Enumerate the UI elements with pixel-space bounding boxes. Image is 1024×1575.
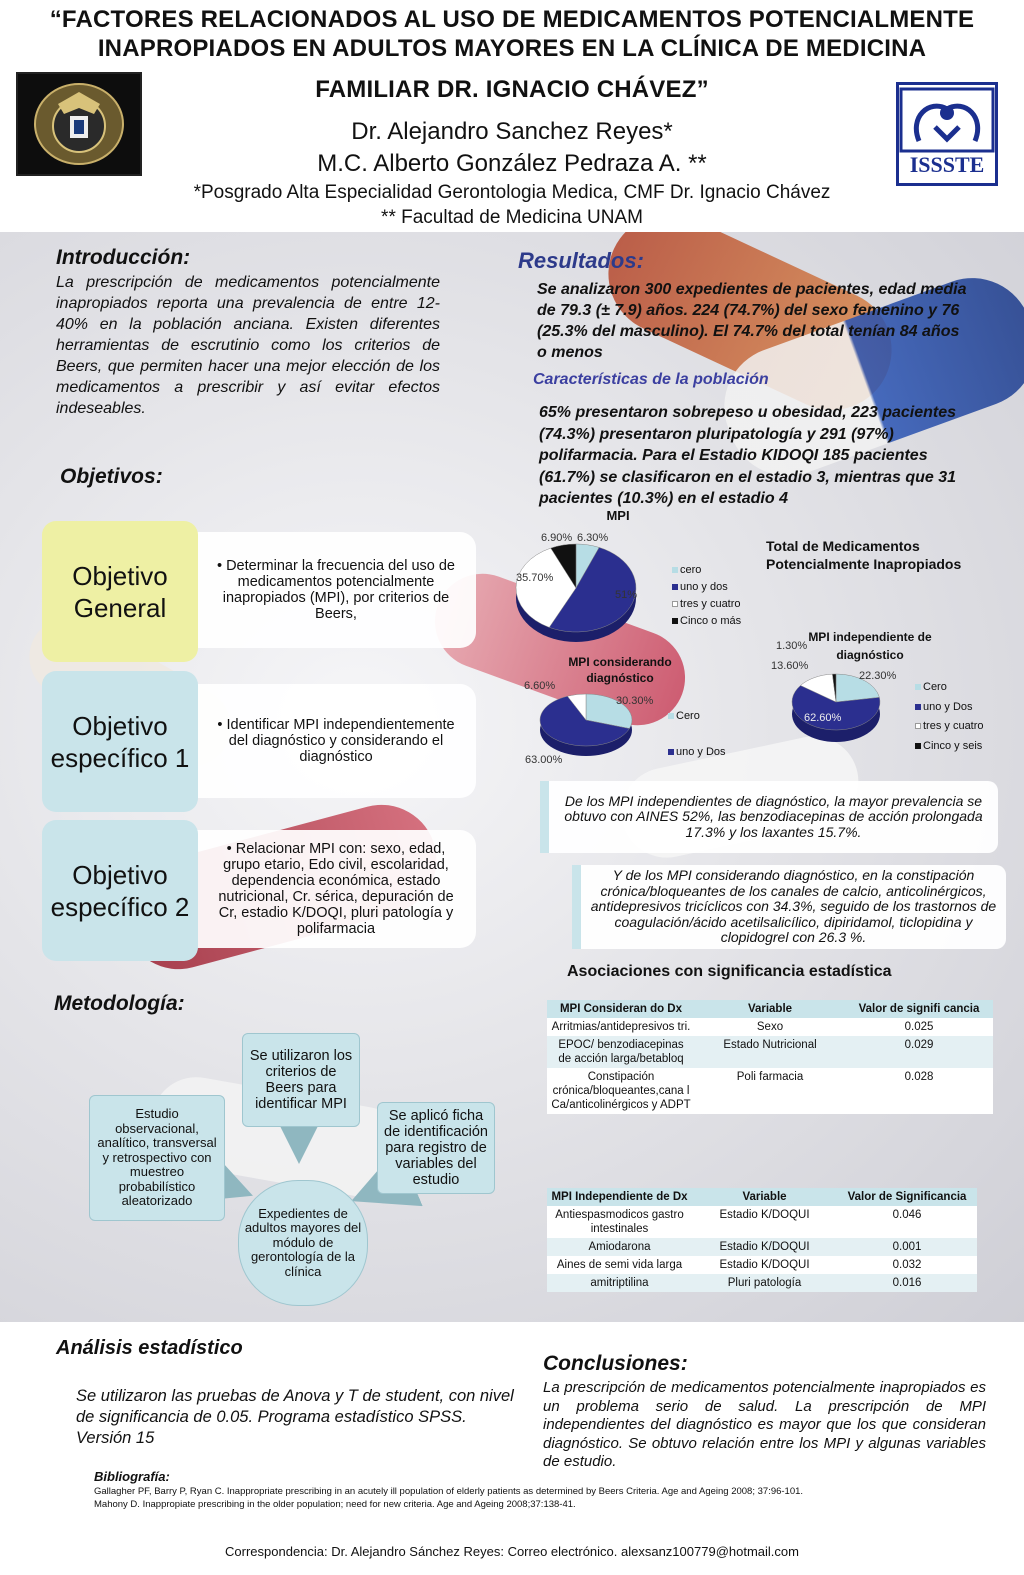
- author-1: Dr. Alejandro Sanchez Reyes*: [351, 118, 673, 145]
- objective-specific-1-text: • Identificar MPI independientemente del diagnóstico y considerando el diagnóstico: [196, 684, 476, 798]
- table-cell: 0.001: [837, 1238, 977, 1256]
- table-cell: Arritmias/antidepresivos tri.: [547, 1018, 695, 1036]
- table-row: [547, 1238, 977, 1256]
- chart3-legend-item: [915, 698, 984, 718]
- analysis-text: Se utilizaron las pruebas de Anova y T de student, con nivel de significancia de 0.05. Programa estadístico SPSS. Versión 15: [76, 1387, 514, 1447]
- table-header-row: [547, 1000, 993, 1018]
- results-summary: Se analizaron 300 expedientes de pacientes, edad media de 79.3 (± 7.9) años. 224 (74.7%) del sexo femenino y 76 (25.3% del masculino). El 74.7% del total tenían 84 años o menos: [537, 281, 967, 361]
- intro-text: La prescripción de medicamentos potencialmente inapropiados reporta una prevalencia de entre 12-40% en la población anciana. Existen diferentes herramientas de escrutinio como los criterios de Beers, que permiten hacer una mejor elección de los medicamentos a prescribir y así evitar efectos indeseables.: [56, 274, 440, 417]
- intro-heading: Introducción:: [56, 246, 191, 269]
- chart2-title: MPI considerando diagnóstico: [568, 655, 672, 685]
- table-independent-dx: [547, 1188, 977, 1292]
- title-line-1: “FACTORES RELACIONADOS AL USO DE MEDICAMENTOS POTENCIALMENTE: [49, 6, 975, 33]
- associations-heading: Asociaciones con significancia estadística: [567, 963, 892, 980]
- table-cell: 0.028: [845, 1068, 993, 1114]
- chart2-label-0: 30.30%: [616, 695, 654, 707]
- table-cell: Estadio K/DOQUI: [692, 1238, 837, 1256]
- issste-logo-text: ISSSTE: [909, 152, 985, 177]
- bibliography-ref-2: Mahony D. Inappropiate prescribing in the older population; need for new criteria. Age and Ageing 2008;37:138-41.: [94, 1499, 576, 1510]
- objective-specific-2-text: • Relacionar MPI con: sexo, edad, grupo etario, Edo civil, escolaridad, dependencia económica, estado nutricional, Cr. sérica, depuración de Cr, estadio K/DOQI, pluri patología y polifarmacia: [196, 830, 476, 948]
- chart3-label-2: 13.60%: [771, 660, 809, 672]
- conclusions-text: La prescripción de medicamentos potencialmente inapropiados es un problema serio de salud. La prescripción de MPI independientes del diagnóstico es mayor que los que consideran diagnóstico. Se obtuvo relación entre los MPI y algunas variables de estudio.: [543, 1379, 986, 1470]
- chart1-title: MPI: [606, 508, 630, 523]
- table-cell: Aines de semi vida larga: [547, 1256, 692, 1274]
- objective-general-text: • Determinar la frecuencia del uso de medicamentos potencialmente inapropiados (MPI), por criterios de Beers,: [196, 532, 476, 648]
- table-considering-dx: [547, 1000, 993, 1114]
- objectives-heading: Objetivos:: [60, 465, 163, 488]
- table-cell: amitriptilina: [547, 1274, 692, 1292]
- chart1-legend-label: cero: [680, 564, 702, 576]
- table-cell: Antiespasmodicos gastro intestinales: [547, 1206, 692, 1238]
- chart3-legend-label: uno y Dos: [923, 700, 973, 713]
- result-box-considering: Y de los MPI considerando diagnóstico, en la constipación crónica/bloqueantes de los canales de calcio, anticolinérgicos, antidepresivos tricíclicos con 34.3%, seguido de los trastornos de coagulación/ácido acetilsalicílico, dipiridamol, ticlopidina y clopidogrel con 26.3 %.: [572, 865, 1006, 949]
- table-row: [547, 1274, 977, 1292]
- chart1-legend-label: tres y cuatro: [680, 598, 741, 610]
- table-cell: 0.025: [845, 1018, 993, 1036]
- chart3-label-0: 22.30%: [859, 670, 897, 682]
- methods-heading: Metodología:: [54, 992, 185, 1015]
- affiliation-2: ** Facultad de Medicina UNAM: [381, 207, 643, 228]
- objective-general-label: Objetivo General: [42, 521, 198, 662]
- method-box-form: Se aplicó ficha de identificación para registro de variables del estudio: [377, 1102, 495, 1194]
- table-cell: Poli farmacia: [695, 1068, 845, 1114]
- population-heading: Características de la población: [533, 371, 769, 388]
- chart1-legend-item: [672, 579, 741, 596]
- chart3-legend-label: Cero: [923, 681, 947, 693]
- population-text: 65% presentaron sobrepeso u obesidad, 223 pacientes (74.3%) presentaron pluripatología y 291 (97%) polifarmacia. Para el Estadio KIDOQI 185 pacientes (61.7%) se clasificaron en el estadio 3, mientras que 31 pacientes (10.3%) en el estadio 4: [539, 404, 957, 507]
- method-box-records: Expedientes de adultos mayores del módulo de gerontología de la clínica: [238, 1180, 368, 1306]
- method-box-study-design: Estudio observacional, analítico, transversal y retrospectivo con muestreo probabilístico aleatorizado: [89, 1095, 225, 1221]
- chart2-legend-item: [668, 734, 726, 770]
- result-box-independent: De los MPI independientes de diagnóstico, la mayor prevalencia se obtuvo con AINES 52%, las benzodiacepinas de acción prolongada 17.3% y los laxantes 15.7%.: [540, 781, 998, 853]
- chart3-legend-item: [915, 678, 984, 698]
- chart3-title: MPI independiente de diagnóstico: [808, 630, 932, 662]
- affiliation-1: *Posgrado Alta Especialidad Gerontologia Medica, CMF Dr. Ignacio Chávez: [193, 182, 831, 203]
- chart3-legend-label: Cinco y seis: [923, 739, 983, 752]
- table-header-row: [547, 1188, 977, 1206]
- table-cell: 0.046: [837, 1206, 977, 1238]
- table-row: [547, 1018, 993, 1036]
- footer-correspondence: Correspondencia: Dr. Alejandro Sánchez Reyes: Correo electrónico. alexsanz100779@hotmail.com: [225, 1544, 799, 1559]
- chart1-legend: [672, 562, 741, 630]
- table-cell: EPOC/ benzodiacepinas de acción larga/betabloq: [547, 1036, 695, 1068]
- chart2-legend-label: Cero: [676, 710, 700, 722]
- chart1-pie: [508, 540, 680, 652]
- chart1-label-0: 6.30%: [577, 532, 609, 544]
- chart3-label-3: 1.30%: [776, 640, 808, 652]
- objective-specific-1-label: Objetivo específico 1: [42, 671, 198, 812]
- title-line-2: INAPROPIADOS EN ADULTOS MAYORES EN LA CLÍNICA DE MEDICINA: [97, 35, 927, 62]
- bibliography-heading: Bibliografía:: [94, 1469, 170, 1484]
- bibliography-ref-1: Gallagher PF, Barry P, Ryan C. Inappropriate prescribing in an acutely ill population of elderly patients as determined by Beers Criteria. Age and Ageing 2008; 37:96-101.: [94, 1486, 804, 1497]
- chart1-legend-item: [672, 562, 741, 579]
- chart1-label-1: 51%: [615, 589, 638, 601]
- chart2-label-1: 63.00%: [525, 754, 563, 766]
- chart1-label-3: 6.90%: [541, 532, 573, 544]
- chart1-side-title: Total de Medicamentos Potencialmente Inapropiados: [766, 538, 962, 572]
- chart1-legend-label: uno y dos: [680, 581, 728, 593]
- conclusions-heading: Conclusiones:: [543, 1352, 688, 1375]
- method-box-beers: Se utilizaron los criterios de Beers para identificar MPI: [242, 1033, 360, 1127]
- table-cell: 0.032: [837, 1256, 977, 1274]
- analysis-heading: Análisis estadístico: [56, 1337, 243, 1359]
- table-cell: Estadio K/DOQUI: [692, 1256, 837, 1274]
- table-cell: 0.016: [837, 1274, 977, 1292]
- table-row: [547, 1036, 993, 1068]
- author-2: M.C. Alberto González Pedraza A. **: [317, 150, 707, 177]
- table-cell: Amiodarona: [547, 1238, 692, 1256]
- chart3-legend-label: tres y cuatro: [923, 720, 984, 732]
- objective-specific-2-label: Objetivo específico 2: [42, 820, 198, 961]
- table-header-cell: MPI Consideran do Dx: [547, 1000, 695, 1018]
- table-row: [547, 1256, 977, 1274]
- results-heading: Resultados:: [518, 248, 644, 273]
- table-cell: Estadio K/DOQUI: [692, 1206, 837, 1238]
- chart1-legend-item: [672, 596, 741, 613]
- chart2-legend-item: [668, 698, 726, 734]
- chart2-legend-label: uno y Dos: [676, 746, 726, 758]
- chart1-label-2: 35.70%: [516, 572, 554, 584]
- chart3-label-1: 62.60%: [804, 712, 842, 724]
- table-header-cell: Valor de Significancia: [837, 1188, 977, 1206]
- table-cell: 0.029: [845, 1036, 993, 1068]
- chart2-legend: [668, 698, 726, 770]
- table-cell: Sexo: [695, 1018, 845, 1036]
- table-row: [547, 1206, 977, 1238]
- table-header-cell: Variable: [692, 1188, 837, 1206]
- table-cell: Estado Nutricional: [695, 1036, 845, 1068]
- chart1-legend-item: [672, 613, 741, 630]
- table-cell: Pluri patología: [692, 1274, 837, 1292]
- table-header-cell: MPI Independiente de Dx: [547, 1188, 692, 1206]
- title-line-3: FAMILIAR DR. IGNACIO CHÁVEZ”: [315, 76, 709, 103]
- chart3-legend-item: [915, 737, 984, 757]
- table-header-cell: Variable: [695, 1000, 845, 1018]
- table-header-cell: Valor de signifi cancia: [845, 1000, 993, 1018]
- chart1-legend-label: Cinco o más: [680, 615, 742, 627]
- table-cell: Constipación crónica/bloqueantes,cana l Ca/anticolinérgicos y ADPT: [547, 1068, 695, 1114]
- chart2-label-2: 6.60%: [524, 680, 556, 692]
- chart3-legend-item: [915, 717, 984, 737]
- chart3-legend: [915, 678, 984, 756]
- table-row: [547, 1068, 993, 1114]
